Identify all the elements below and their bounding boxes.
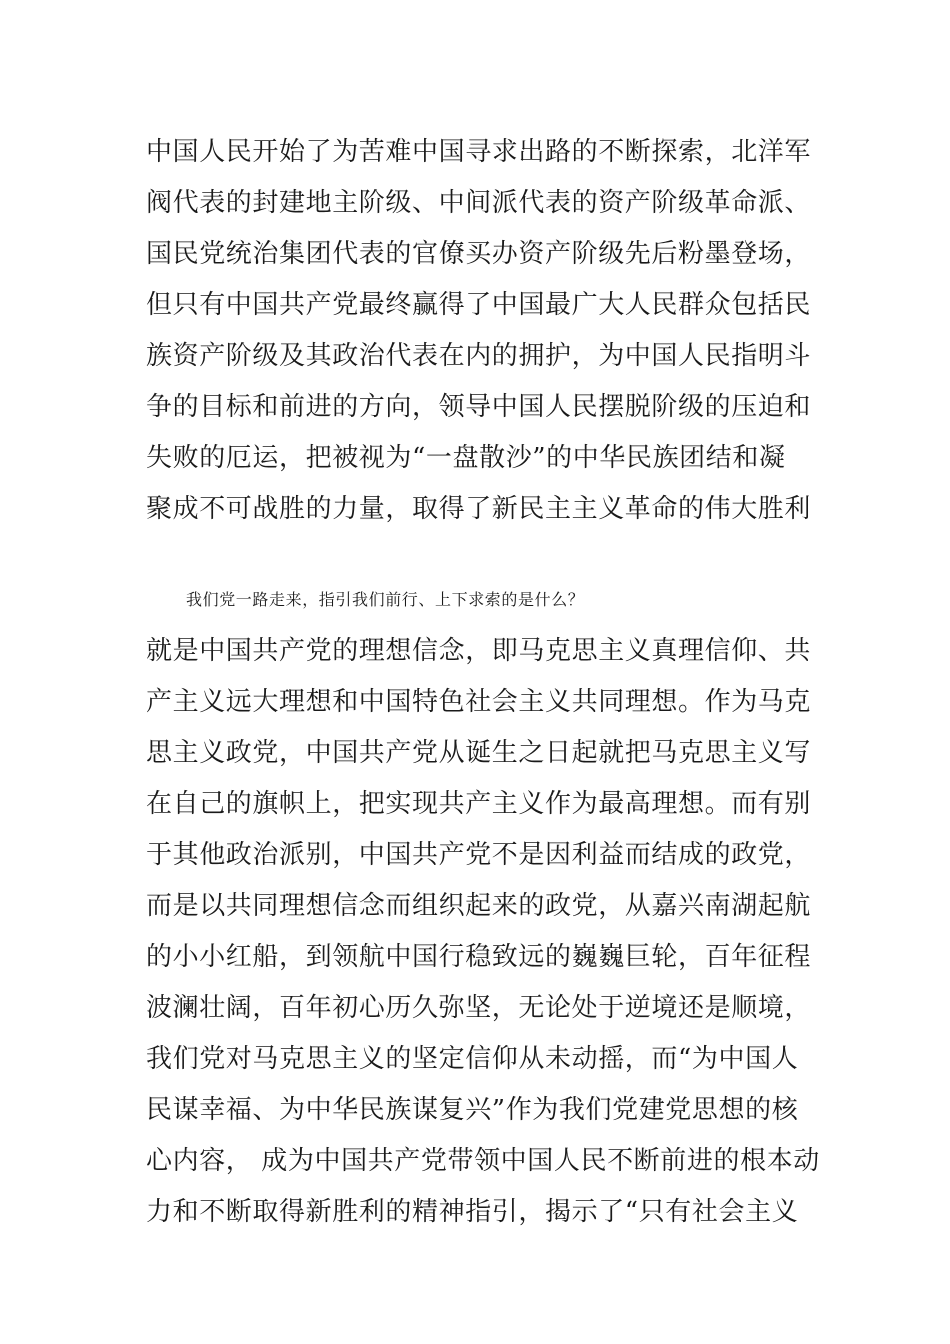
text-line: 就是中国共产党的理想信念，即马克思主义真理信仰、共 — [146, 636, 812, 666]
text-line: 在自己的旗帜上，把实现共产主义作为最高理想。而有别 — [146, 789, 812, 819]
text-line: 聚成不可战胜的力量，取得了新民主主义革命的伟大胜利 — [146, 494, 812, 524]
text-line: 我们党对马克思主义的坚定信仰从未动摇，而“为中国人 — [146, 1044, 799, 1074]
text-line: 失败的厄运，把被视为“一盘散沙”的中华民族团结和凝 — [146, 443, 786, 473]
text-line: 力和不断取得新胜利的精神指引，揭示了“只有社会主义 — [146, 1197, 799, 1227]
text-line: 产主义远大理想和中国特色社会主义共同理想。作为马克 — [146, 687, 812, 717]
text-line: 而是以共同理想信念而组织起来的政党，从嘉兴南湖起航 — [146, 891, 812, 921]
text-line: 于其他政治派别，中国共产党不是因利益而结成的政党， — [146, 840, 812, 870]
text-line: 阀代表的封建地主阶级、中间派代表的资产阶级革命派、 — [146, 188, 812, 218]
text-line: 中国人民开始了为苦难中国寻求出路的不断探索，北洋军 — [146, 137, 812, 167]
text-line: 民谋幸福、为中华民族谋复兴”作为我们党建党思想的核 — [146, 1095, 799, 1125]
text-line: 我们党一路走来，指引我们前行、上下求索的是什么？ — [186, 590, 585, 609]
text-line: 的小小红船，到领航中国行稳致远的巍巍巨轮，百年征程 — [146, 942, 812, 972]
text-line: 但只有中国共产党最终赢得了中国最广大人民群众包括民 — [146, 290, 812, 320]
text-line: 思主义政党，中国共产党从诞生之日起就把马克思主义写 — [146, 738, 812, 768]
text-line: 族资产阶级及其政治代表在内的拥护，为中国人民指明斗 — [146, 341, 812, 371]
text-line: 争的目标和前进的方向，领导中国人民摆脱阶级的压迫和 — [146, 392, 812, 422]
text-line: 波澜壮阔，百年初心历久弥坚，无论处于逆境还是顺境， — [146, 993, 812, 1023]
text-line: 国民党统治集团代表的官僚买办资产阶级先后粉墨登场， — [146, 239, 812, 269]
text-line: 心内容， 成为中国共产党带领中国人民不断前进的根本动 — [146, 1146, 820, 1176]
